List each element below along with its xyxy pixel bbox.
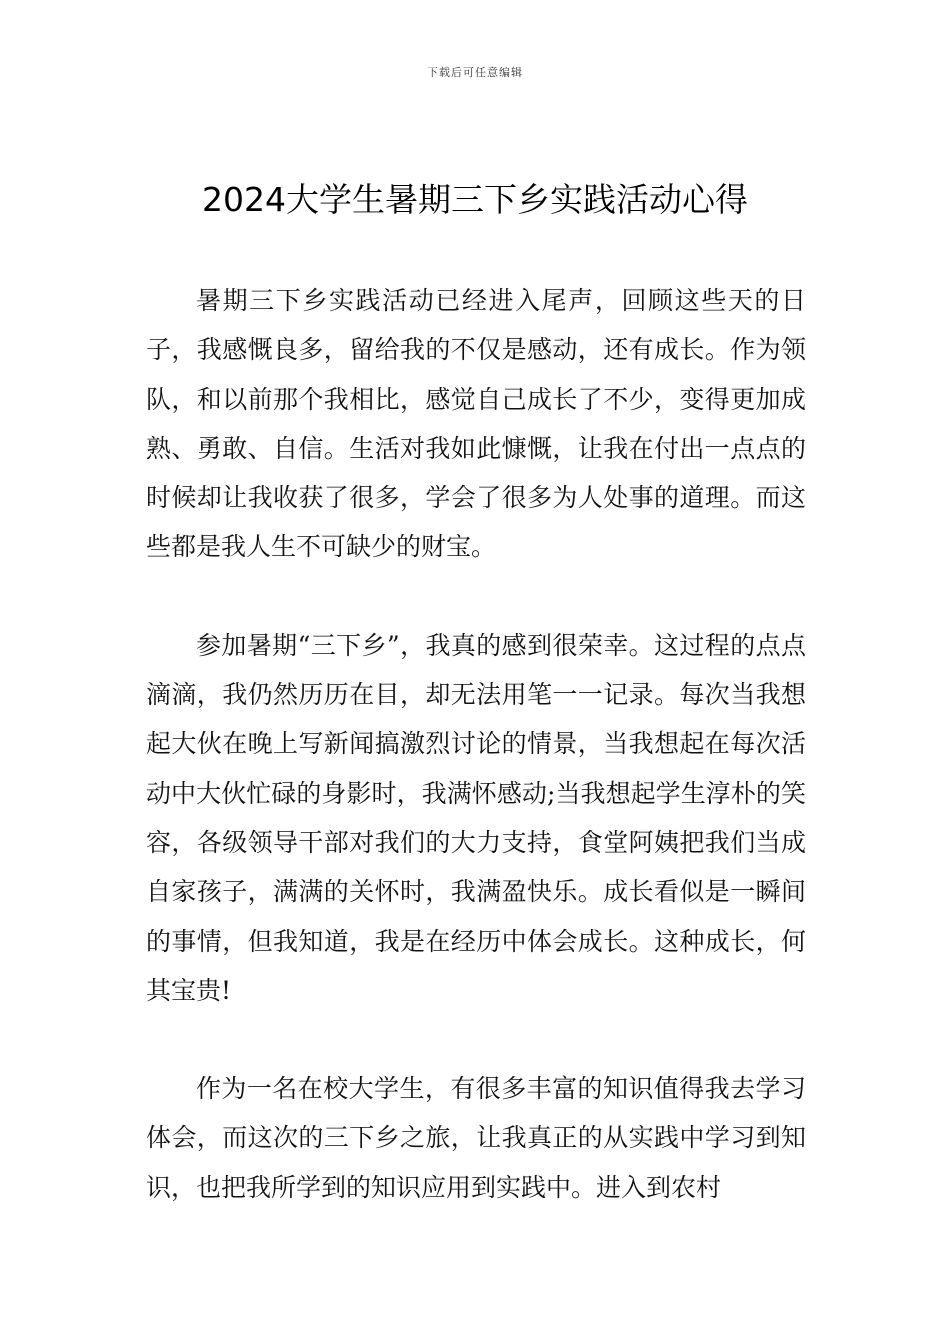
paragraph-1: 暑期三下乡实践活动已经进入尾声，回顾这些天的日子，我感慨良多，留给我的不仅是感动，还有成长。作为领队，和以前那个我相比，感觉自己成长了不少，变得更加成熟、勇敢、自信。生活对我如此慷慨，让我在付出一点点的时候却让我收获了很多，学会了很多为人处事的道理。而这些都是我人生不可缺少的财宝。 bbox=[146, 286, 806, 562]
document-body bbox=[146, 276, 806, 1212]
paragraph-3: 作为一名在校大学生，有很多丰富的知识值得我去学习体会，而这次的三下乡之旅，让我真正的从实践中学习到知识，也把我所学到的知识应用到实践中。进入到农村 bbox=[146, 1074, 806, 1202]
paragraph-2: 参加暑期“三下乡”，我真的感到很荣幸。这过程的点点滴滴，我仍然历历在目，却无法用笔一一记录。每次当我想起大伙在晚上写新闻搞激烈讨论的情景，当我想起在每次活动中大伙忙碌的身影时，我满怀感动;当我想起学生淳朴的笑容，各级领导干部对我们的大力支持，食堂阿姨把我们当成自家孩子，满满的关怀时，我满盈快乐。成长看似是一瞬间的事情，但我知道，我是在经历中体会成长。这种成长，何其宝贵! bbox=[146, 630, 806, 1005]
document-title: 2024大学生暑期三下乡实践活动心得 bbox=[202, 180, 748, 219]
header-note: 下载后可任意编辑 bbox=[427, 66, 523, 79]
